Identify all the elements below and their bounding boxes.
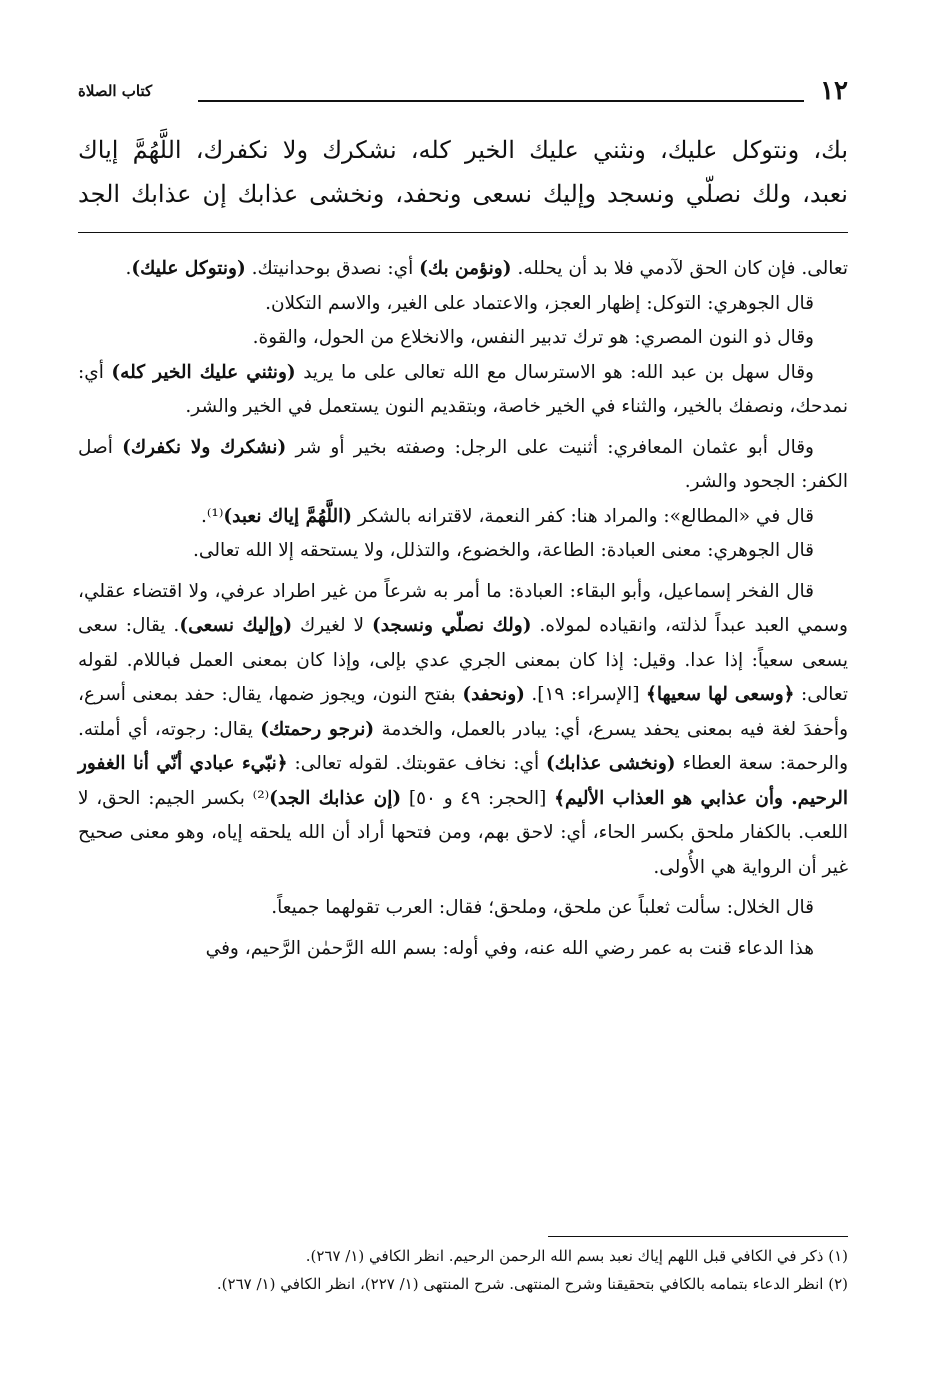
page-header [78, 76, 848, 110]
text-run: أي: نمدحك، ونصفك بالخير، والثناء في الخير خاصة، وبتقديم النون يستعمل في الخير والشر. [78, 361, 848, 417]
text-run: تعالى. فإن كان الحق لآدمي فلا بد أن يحلله. [511, 258, 848, 279]
header-rule [198, 100, 804, 102]
bold-quote-run: (ونتوكل عليك) [131, 258, 246, 279]
text-run: وقال ذو النون المصري: هو ترك تدبير النفس، والانخلاع من الحول، والقوة. [252, 327, 814, 348]
bold-quote-run: (وإليك نسعى) [179, 615, 293, 636]
text-run: وقال سهل بن عبد الله: هو الاسترسال مع الله تعالى على ما يريد [295, 361, 814, 383]
footnote-divider [548, 1236, 848, 1237]
text-run: يقال: رجوته، أي أملته. والرحمة: سعة العطاء [78, 718, 849, 774]
text-run: ⁽²⁾ بكسر الجيم: الحق، لا اللعب. بالكفار ملحق بكسر الحاء، أي: لاحق بهم، ومن فتحها أراد أن الله يلحقه إياه، وهو معنى صحيح غير أن الرواية هي الأُولى. [78, 787, 848, 878]
text-run: وقال أبو عثمان المعافري: أثنيت على الرجل: وصفته بخير أو شر [286, 436, 814, 458]
text-run: قال الجوهري: التوكل: إظهار العجز، والاعتماد على الغير، والاسم التكلان. [265, 292, 814, 314]
commentary-paragraph [78, 252, 848, 287]
text-run: . [125, 258, 132, 279]
main-text [78, 128, 848, 216]
text-run: [الإسراء: ١٩]. [524, 684, 647, 705]
commentary-paragraph [78, 500, 848, 535]
text-run: أي: نخاف عقوبتك. لقوله تعالى: [287, 753, 547, 774]
text-run: بفتح النون، ويجوز ضمها، يقال: حفد بمعنى أسرع، وأحفدَ لغة فيه بمعنى يحفد يسرع، أي: يبادر بالعمل، والخدمة [78, 684, 849, 740]
text-run: [الحجر: ٤٩ و ٥٠] [401, 787, 555, 809]
bold-quote-run: (ونثني عليك الخير كله) [111, 361, 296, 383]
footnote: (٢) انظر الدعاء بتمامه بالكافي بتحقيقنا وشرح المنتهى. شرح المنتهى (١/ ٢٢٧)، انظر الكافي (١/ ٢٦٧). [216, 1275, 848, 1293]
text-run: لا لغيرك [292, 615, 372, 636]
text-run: قال الخلال: سألت ثعلباً عن ملحق، وملحق؛ فقال: العرب تقولهما جميعاً. [271, 897, 814, 918]
bold-quote-run: (اللَّهُمَّ إياك نعبد) [223, 505, 353, 527]
text-run: هذا الدعاء قنت به عمر رضي الله عنه، وفي أوله: بسم الله الرَّحمٰن الرَّحيم، وفي [205, 937, 814, 959]
commentary-paragraph [78, 534, 848, 569]
commentary-paragraph [78, 287, 848, 322]
commentary [78, 252, 848, 966]
commentary-paragraph [78, 321, 848, 356]
main-text-line: بك، ونتوكل عليك، ونثني عليك الخير كله، نشكرك ولا نكفرك، اللَّهُمَّ إياك [78, 136, 848, 164]
text-run: ⁽¹⁾. [200, 505, 224, 527]
commentary-paragraph [78, 356, 848, 425]
bold-quote-run: (ونخشى عذابك) [546, 753, 676, 774]
bold-quote-run: ﴿نبّيء عبادي أنّي أنا الغفور الرحيم. وأن عذابي هو العذاب الأليم﴾ [78, 753, 848, 809]
footnote: (١) ذكر في الكافي قبل اللهم إياك نعبد بسم الله الرحمن الرحيم. انظر الكافي (١/ ٢٦٧). [305, 1247, 848, 1265]
commentary-paragraph [78, 891, 848, 926]
text-run: قال الفخر إسماعيل، وأبو البقاء: العبادة: ما أمر به شرعاً من غير اطراد عرفي، ولا اقتضاء عقلي، وسمي العبد عبداً لذلته، وانقياده لمولاه. [78, 580, 848, 636]
bold-quote-run: (إن عذابك الجد) [269, 787, 402, 809]
text-run: قال في «المطالع»: والمراد هنا: كفر النعمة، لاقترانه بالشكر [352, 505, 814, 527]
bold-quote-run: (ولك نصلّي ونسجد) [371, 615, 532, 636]
bold-quote-run: (ونؤمن بك) [419, 258, 512, 279]
bold-quote-run: (نرجو رحمتك) [260, 718, 375, 740]
commentary-paragraph [78, 431, 848, 500]
chapter-title: كتاب الصلاة [78, 82, 153, 100]
main-text-line: نعبد، ولك نصلّي ونسجد وإليك نسعى ونحفد، ونخشى عذابك إن عذابك الجد [78, 180, 848, 208]
bold-quote-run: (ونحفد) [462, 684, 525, 705]
bold-quote-run: ﴿وسعى لها سعيها﴾ [646, 684, 795, 705]
commentary-paragraph [78, 575, 848, 886]
text-run: أصل الكفر: الجحود والشر. [78, 436, 848, 492]
main-text-divider [78, 232, 848, 233]
footnotes [78, 1242, 848, 1298]
bold-quote-run: (نشكرك ولا نكفرك) [122, 436, 287, 458]
text-run: أي: نصدق بوحدانيتك. [245, 258, 420, 279]
page-number: ١٢ [820, 76, 848, 106]
commentary-paragraph [78, 932, 848, 967]
book-page [78, 0, 848, 1374]
text-run: قال الجوهري: معنى العبادة: الطاعة، والخضوع، والتذلل، ولا يستحقه إلا الله تعالى. [193, 540, 814, 561]
text-run: . يقال: سعى يسعى سعياً: إذا عدا. وقيل: إذا كان بمعنى الجري عدي بإلى، وإذا كان بمعنى العمل فباللام. لقوله تعالى: [78, 615, 848, 705]
